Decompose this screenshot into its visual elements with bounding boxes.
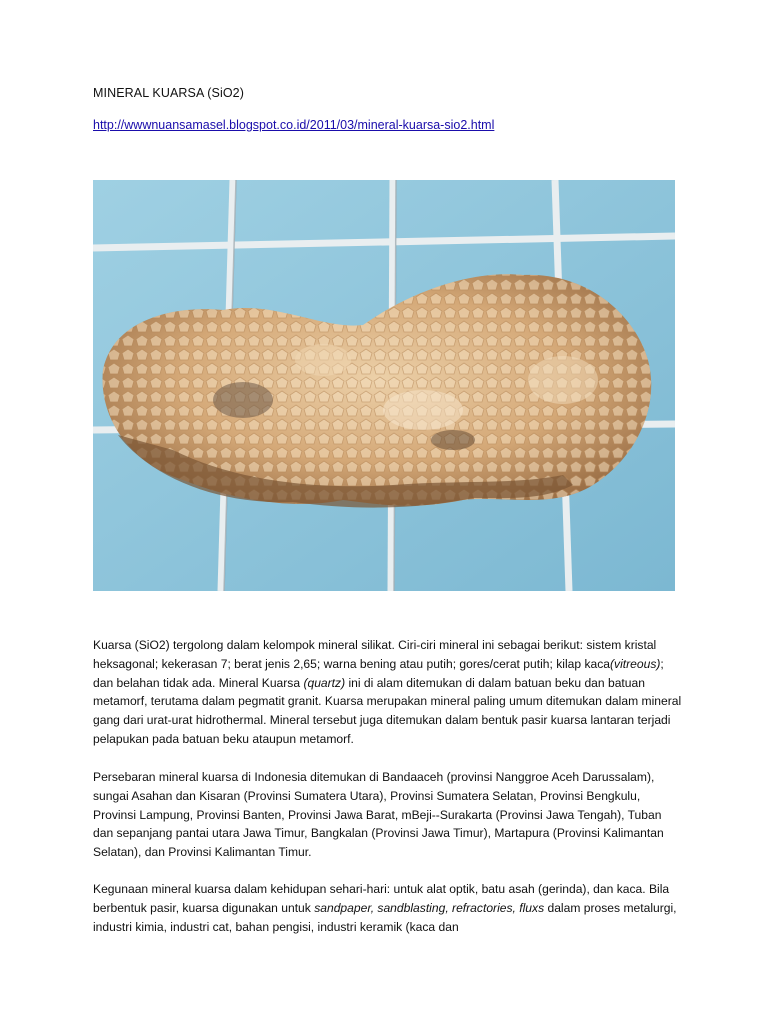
paragraph-description: Kuarsa (SiO2) tergolong dalam kelompok mineral silikat. Ciri-ciri mineral ini sebagai berikut: sistem kristal heksagonal; kekerasan 7; berat jenis 2,65; warna bening atau putih; gores/cerat putih; kilap kaca(vitreous); dan belahan tidak ada. Mineral Kuarsa (quartz) ini di alam ditemukan di dalam batuan beku dan batuan metamorf, terutama dalam pegmatit granit. Kuarsa merupakan mineral paling umum ditemukan dalam mineral gang dari urat-urat hidrothermal. Mineral tersebut juga ditemukan dalam bentuk pasir kuarsa lantaran terjadi pelapukan pada batuan beku ataupun metamorf. <box>93 638 682 746</box>
paragraph-distribution: Persebaran mineral kuarsa di Indonesia ditemukan di Bandaaceh (provinsi Nanggroe Aceh Darussalam), sungai Asahan dan Kisaran (Provinsi Sumatera Utara), Provinsi Sumatera Selatan, Provinsi Bengkulu, Provinsi Lampung, Provinsi Banten, Provinsi Jawa Barat, mBeji--Surakarta (Provinsi Jawa Tengah), Tuban dan sepanjang pantai utara Jawa Timur, Bangkalan (Provinsi Jawa Timur), Martapura (Provinsi Kalimantan Selatan), dan Provinsi Kalimantan Timur. <box>93 770 664 860</box>
quartz-photo <box>93 180 675 591</box>
document-title: MINERAL KUARSA (SiO2) <box>93 86 244 100</box>
source-link[interactable]: http://wwwnuansamasel.blogspot.co.id/2011/03/mineral-kuarsa-sio2.html <box>93 118 495 132</box>
paragraph-uses: Kegunaan mineral kuarsa dalam kehidupan sehari-hari: untuk alat optik, batu asah (gerinda), dan kaca. Bila berbentuk pasir, kuarsa digunakan untuk sandpaper, sandblasting, refractories, fluxs dalam proses metalurgi, industri kimia, industri cat, bahan pengisi, industri keramik (kaca dan <box>93 882 677 934</box>
